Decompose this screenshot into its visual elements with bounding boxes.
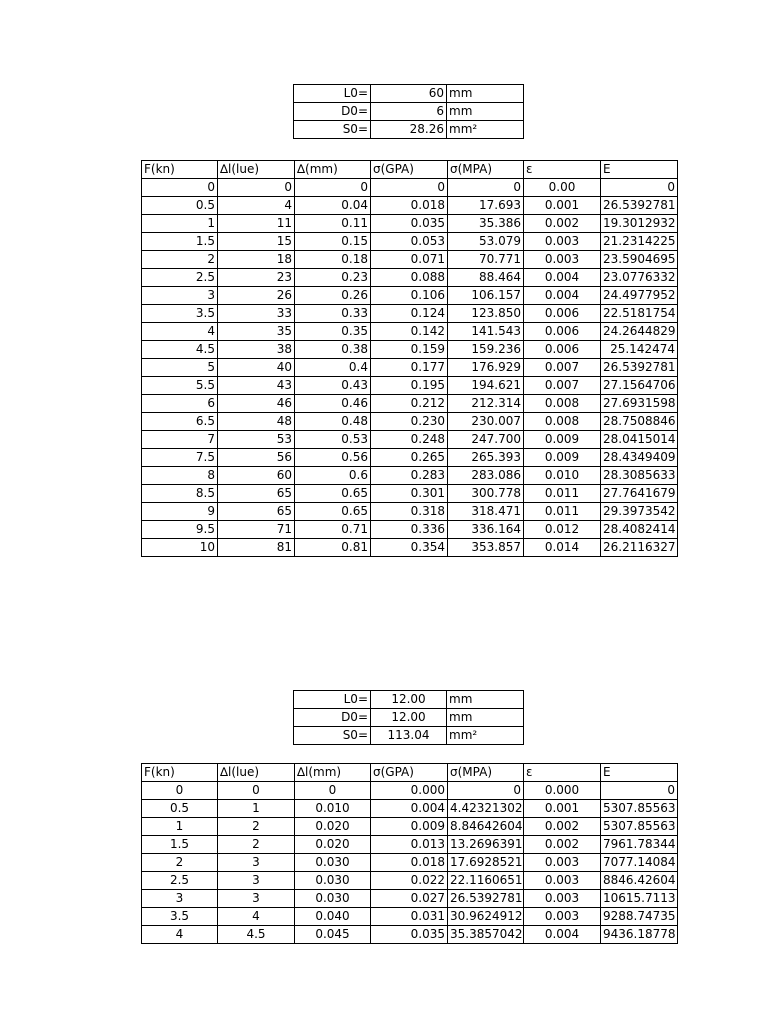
table-cell: 13.2696391 xyxy=(448,836,524,854)
param-label: S0= xyxy=(294,727,371,745)
column-header: σ(MPA) xyxy=(448,764,524,782)
table-cell: 0.002 xyxy=(524,836,601,854)
table-cell: 11 xyxy=(218,215,295,233)
table-cell: 0.009 xyxy=(524,431,601,449)
table-cell: 10 xyxy=(142,539,218,557)
table-cell: 318.471 xyxy=(448,503,524,521)
table-cell: 0.11 xyxy=(295,215,371,233)
param-unit: mm xyxy=(447,691,524,709)
table-cell: 4.5 xyxy=(218,926,295,944)
table-cell: 26 xyxy=(218,287,295,305)
table-cell: 300.778 xyxy=(448,485,524,503)
table-cell: 23 xyxy=(218,269,295,287)
table-cell: 0 xyxy=(601,179,678,197)
table-cell: 0.001 xyxy=(524,197,601,215)
table-cell: 230.007 xyxy=(448,413,524,431)
table-cell: 46 xyxy=(218,395,295,413)
table-cell: 70.771 xyxy=(448,251,524,269)
table-cell: 0 xyxy=(218,782,295,800)
table-cell: 0.030 xyxy=(295,872,371,890)
table-row xyxy=(142,539,678,557)
table-cell: 0.283 xyxy=(371,467,448,485)
param-label: D0= xyxy=(294,709,371,727)
table-cell: 353.857 xyxy=(448,539,524,557)
param-label: D0= xyxy=(294,103,371,121)
table-cell: 30.9624912 xyxy=(448,908,524,926)
table-cell: 0.018 xyxy=(371,197,448,215)
table-cell: 8.5 xyxy=(142,485,218,503)
table-cell: 5307.85563 xyxy=(601,818,678,836)
table-row xyxy=(142,836,678,854)
table-cell: 17.693 xyxy=(448,197,524,215)
table-cell: 0.001 xyxy=(524,800,601,818)
table-cell: 0.301 xyxy=(371,485,448,503)
table-cell: 4 xyxy=(218,197,295,215)
table-cell: 48 xyxy=(218,413,295,431)
param-value: 12.00 xyxy=(371,709,447,727)
header-row xyxy=(142,764,678,782)
table-cell: 0.18 xyxy=(295,251,371,269)
table-cell: 159.236 xyxy=(448,341,524,359)
column-header: F(kn) xyxy=(142,764,218,782)
table-cell: 0.003 xyxy=(524,890,601,908)
params-table-1 xyxy=(293,84,524,139)
param-unit: mm² xyxy=(447,121,524,139)
table-cell: 65 xyxy=(218,485,295,503)
table-cell: 3 xyxy=(218,872,295,890)
table-cell: 0.318 xyxy=(371,503,448,521)
table-cell: 0.006 xyxy=(524,323,601,341)
table-cell: 7077.14084 xyxy=(601,854,678,872)
table-cell: 247.700 xyxy=(448,431,524,449)
table-row xyxy=(142,197,678,215)
table-cell: 0.35 xyxy=(295,323,371,341)
table-cell: 2 xyxy=(218,836,295,854)
table-cell: 27.6931598 xyxy=(601,395,678,413)
table-cell: 0.43 xyxy=(295,377,371,395)
table-row xyxy=(142,926,678,944)
table-row xyxy=(142,359,678,377)
table-cell: 0 xyxy=(295,782,371,800)
table-cell: 0.022 xyxy=(371,872,448,890)
table-cell: 0.81 xyxy=(295,539,371,557)
table-row xyxy=(142,413,678,431)
table-cell: 0.006 xyxy=(524,341,601,359)
data-table-1 xyxy=(141,160,678,557)
table-cell: 0.010 xyxy=(295,800,371,818)
param-label: S0= xyxy=(294,121,371,139)
table-cell: 1 xyxy=(218,800,295,818)
header-row xyxy=(142,161,678,179)
param-value: 12.00 xyxy=(371,691,447,709)
table-cell: 28.4349409 xyxy=(601,449,678,467)
table-cell: 0.007 xyxy=(524,377,601,395)
column-header: ∆l(lue) xyxy=(218,764,295,782)
table-cell: 22.1160651 xyxy=(448,872,524,890)
table-row xyxy=(142,818,678,836)
table-cell: 22.5181754 xyxy=(601,305,678,323)
table-cell: 28.0415014 xyxy=(601,431,678,449)
table-cell: 3.5 xyxy=(142,908,218,926)
table-cell: 0 xyxy=(142,179,218,197)
table-cell: 0.230 xyxy=(371,413,448,431)
table-row xyxy=(142,215,678,233)
table-cell: 3.5 xyxy=(142,305,218,323)
table-row xyxy=(142,521,678,539)
table-cell: 2.5 xyxy=(142,872,218,890)
table-cell: 0.142 xyxy=(371,323,448,341)
table-cell: 0.020 xyxy=(295,818,371,836)
table-cell: 0.195 xyxy=(371,377,448,395)
table-cell: 0.5 xyxy=(142,800,218,818)
table-cell: 0.031 xyxy=(371,908,448,926)
params-table-2 xyxy=(293,690,524,745)
table-cell: 4 xyxy=(142,323,218,341)
table-cell: 3 xyxy=(142,890,218,908)
table-cell: 5.5 xyxy=(142,377,218,395)
table-cell: 0.46 xyxy=(295,395,371,413)
table-cell: 336.164 xyxy=(448,521,524,539)
table-cell: 0.008 xyxy=(524,413,601,431)
table-cell: 9.5 xyxy=(142,521,218,539)
table-cell: 0.004 xyxy=(524,926,601,944)
table-row xyxy=(142,323,678,341)
table-cell: 35 xyxy=(218,323,295,341)
table-cell: 0.00 xyxy=(524,179,601,197)
table-cell: 0 xyxy=(601,782,678,800)
column-header: ε xyxy=(524,161,601,179)
table-cell: 3 xyxy=(142,287,218,305)
table-cell: 0.011 xyxy=(524,485,601,503)
param-value: 6 xyxy=(371,103,447,121)
table-cell: 0.003 xyxy=(524,908,601,926)
table-row xyxy=(142,251,678,269)
table-cell: 0 xyxy=(295,179,371,197)
column-header: E xyxy=(601,161,678,179)
table-cell: 0.071 xyxy=(371,251,448,269)
table-row xyxy=(142,377,678,395)
table-cell: 0.48 xyxy=(295,413,371,431)
table-cell: 123.850 xyxy=(448,305,524,323)
table-cell: 3 xyxy=(218,890,295,908)
table-cell: 0.004 xyxy=(524,269,601,287)
table-cell: 43 xyxy=(218,377,295,395)
table-row xyxy=(142,341,678,359)
table-row xyxy=(142,179,678,197)
table-cell: 0.177 xyxy=(371,359,448,377)
table-cell: 0 xyxy=(218,179,295,197)
table-cell: 283.086 xyxy=(448,467,524,485)
table-cell: 2 xyxy=(142,251,218,269)
table-cell: 0.011 xyxy=(524,503,601,521)
table-cell: 0.027 xyxy=(371,890,448,908)
table-cell: 53 xyxy=(218,431,295,449)
table-row xyxy=(142,503,678,521)
param-row xyxy=(294,121,524,139)
table-cell: 6 xyxy=(142,395,218,413)
table-cell: 0.018 xyxy=(371,854,448,872)
table-cell: 0.23 xyxy=(295,269,371,287)
table-cell: 26.2116327 xyxy=(601,539,678,557)
table-cell: 0.004 xyxy=(524,287,601,305)
column-header: ∆l(lue) xyxy=(218,161,295,179)
table-cell: 3 xyxy=(218,854,295,872)
table-cell: 7961.78344 xyxy=(601,836,678,854)
table-cell: 60 xyxy=(218,467,295,485)
table-cell: 33 xyxy=(218,305,295,323)
table-row xyxy=(142,485,678,503)
table-cell: 24.2644829 xyxy=(601,323,678,341)
table-cell: 23.0776332 xyxy=(601,269,678,287)
table-row xyxy=(142,305,678,323)
table-cell: 0.008 xyxy=(524,395,601,413)
table-cell: 0.009 xyxy=(524,449,601,467)
table-cell: 5 xyxy=(142,359,218,377)
table-cell: 0.33 xyxy=(295,305,371,323)
param-value: 60 xyxy=(371,85,447,103)
table-cell: 265.393 xyxy=(448,449,524,467)
table-cell: 0.020 xyxy=(295,836,371,854)
param-unit: mm xyxy=(447,709,524,727)
table-cell: 0.38 xyxy=(295,341,371,359)
table-cell: 1.5 xyxy=(142,836,218,854)
column-header: F(kn) xyxy=(142,161,218,179)
table-cell: 0.088 xyxy=(371,269,448,287)
table-cell: 28.4082414 xyxy=(601,521,678,539)
table-cell: 0.336 xyxy=(371,521,448,539)
table-cell: 0.71 xyxy=(295,521,371,539)
param-unit: mm xyxy=(447,103,524,121)
table-cell: 0.106 xyxy=(371,287,448,305)
table-row xyxy=(142,431,678,449)
table-cell: 26.5392781 xyxy=(601,359,678,377)
table-cell: 0.5 xyxy=(142,197,218,215)
table-cell: 2 xyxy=(218,818,295,836)
table-cell: 0.004 xyxy=(371,800,448,818)
table-cell: 27.7641679 xyxy=(601,485,678,503)
table-cell: 0.003 xyxy=(524,854,601,872)
table-cell: 0.212 xyxy=(371,395,448,413)
table-cell: 4 xyxy=(142,926,218,944)
table-cell: 26.5392781 xyxy=(448,890,524,908)
table-cell: 0.000 xyxy=(371,782,448,800)
table-cell: 17.6928521 xyxy=(448,854,524,872)
column-header: σ(MPA) xyxy=(448,161,524,179)
table-cell: 7.5 xyxy=(142,449,218,467)
table-cell: 7 xyxy=(142,431,218,449)
table-row xyxy=(142,287,678,305)
table-cell: 4.5 xyxy=(142,341,218,359)
table-cell: 6.5 xyxy=(142,413,218,431)
table-cell: 4 xyxy=(218,908,295,926)
table-row xyxy=(142,800,678,818)
table-cell: 5307.85563 xyxy=(601,800,678,818)
table-cell: 0.354 xyxy=(371,539,448,557)
table-cell: 53.079 xyxy=(448,233,524,251)
table-cell: 0.04 xyxy=(295,197,371,215)
table-cell: 0.65 xyxy=(295,503,371,521)
column-header: ε xyxy=(524,764,601,782)
table-cell: 0 xyxy=(371,179,448,197)
table-cell: 0.010 xyxy=(524,467,601,485)
table-cell: 9 xyxy=(142,503,218,521)
table-cell: 0.124 xyxy=(371,305,448,323)
table-cell: 0.035 xyxy=(371,215,448,233)
table-cell: 8.84642604 xyxy=(448,818,524,836)
table-cell: 0.009 xyxy=(371,818,448,836)
table-cell: 0.003 xyxy=(524,233,601,251)
table-row xyxy=(142,782,678,800)
table-cell: 27.1564706 xyxy=(601,377,678,395)
column-header: σ(GPA) xyxy=(371,161,448,179)
table-cell: 0 xyxy=(448,782,524,800)
table-cell: 21.2314225 xyxy=(601,233,678,251)
data-table-2 xyxy=(141,763,678,944)
table-cell: 0 xyxy=(448,179,524,197)
table-cell: 0.006 xyxy=(524,305,601,323)
table-cell: 0.248 xyxy=(371,431,448,449)
table-cell: 9436.18778 xyxy=(601,926,678,944)
table-cell: 38 xyxy=(218,341,295,359)
table-cell: 194.621 xyxy=(448,377,524,395)
table-cell: 0.007 xyxy=(524,359,601,377)
param-row xyxy=(294,709,524,727)
column-header: E xyxy=(601,764,678,782)
table-cell: 4.42321302 xyxy=(448,800,524,818)
table-cell: 88.464 xyxy=(448,269,524,287)
table-row xyxy=(142,395,678,413)
table-cell: 8 xyxy=(142,467,218,485)
table-cell: 56 xyxy=(218,449,295,467)
table-row xyxy=(142,854,678,872)
table-cell: 40 xyxy=(218,359,295,377)
table-cell: 0.045 xyxy=(295,926,371,944)
table-cell: 0 xyxy=(142,782,218,800)
param-row xyxy=(294,727,524,745)
param-unit: mm xyxy=(447,85,524,103)
table-cell: 0.56 xyxy=(295,449,371,467)
table-cell: 0.014 xyxy=(524,539,601,557)
table-cell: 106.157 xyxy=(448,287,524,305)
table-cell: 9288.74735 xyxy=(601,908,678,926)
param-label: L0= xyxy=(294,85,371,103)
table-cell: 0.030 xyxy=(295,890,371,908)
table-cell: 0.26 xyxy=(295,287,371,305)
table-cell: 0.035 xyxy=(371,926,448,944)
table-cell: 0.002 xyxy=(524,818,601,836)
table-cell: 81 xyxy=(218,539,295,557)
param-label: L0= xyxy=(294,691,371,709)
column-header: σ(GPA) xyxy=(371,764,448,782)
table-cell: 2.5 xyxy=(142,269,218,287)
column-header: ∆(mm) xyxy=(295,161,371,179)
table-cell: 0.000 xyxy=(524,782,601,800)
param-unit: mm² xyxy=(447,727,524,745)
table-cell: 28.3085633 xyxy=(601,467,678,485)
param-row xyxy=(294,103,524,121)
table-cell: 176.929 xyxy=(448,359,524,377)
table-cell: 26.5392781 xyxy=(601,197,678,215)
table-cell: 35.386 xyxy=(448,215,524,233)
table-cell: 0.012 xyxy=(524,521,601,539)
column-header: ∆l(mm) xyxy=(295,764,371,782)
table-cell: 10615.7113 xyxy=(601,890,678,908)
table-cell: 0.040 xyxy=(295,908,371,926)
table-cell: 29.3973542 xyxy=(601,503,678,521)
table-cell: 141.543 xyxy=(448,323,524,341)
table-cell: 0.159 xyxy=(371,341,448,359)
param-value: 113.04 xyxy=(371,727,447,745)
table-cell: 71 xyxy=(218,521,295,539)
table-cell: 24.4977952 xyxy=(601,287,678,305)
table-cell: 65 xyxy=(218,503,295,521)
table-cell: 2 xyxy=(142,854,218,872)
table-cell: 0.4 xyxy=(295,359,371,377)
table-cell: 0.053 xyxy=(371,233,448,251)
table-cell: 35.3857042 xyxy=(448,926,524,944)
table-row xyxy=(142,233,678,251)
table-cell: 15 xyxy=(218,233,295,251)
table-cell: 0.65 xyxy=(295,485,371,503)
table-cell: 0.013 xyxy=(371,836,448,854)
table-cell: 0.003 xyxy=(524,872,601,890)
table-cell: 0.030 xyxy=(295,854,371,872)
table-row xyxy=(142,908,678,926)
table-cell: 0.003 xyxy=(524,251,601,269)
table-row xyxy=(142,890,678,908)
table-cell: 1.5 xyxy=(142,233,218,251)
table-row xyxy=(142,449,678,467)
table-cell: 0.002 xyxy=(524,215,601,233)
table-cell: 0.53 xyxy=(295,431,371,449)
table-cell: 28.7508846 xyxy=(601,413,678,431)
table-cell: 1 xyxy=(142,818,218,836)
table-cell: 212.314 xyxy=(448,395,524,413)
table-row xyxy=(142,467,678,485)
table-row xyxy=(142,269,678,287)
table-row xyxy=(142,872,678,890)
table-cell: 0.6 xyxy=(295,467,371,485)
table-cell: 8846.42604 xyxy=(601,872,678,890)
param-value: 28.26 xyxy=(371,121,447,139)
table-cell: 25.142474 xyxy=(601,341,678,359)
table-cell: 0.15 xyxy=(295,233,371,251)
table-cell: 18 xyxy=(218,251,295,269)
table-cell: 0.265 xyxy=(371,449,448,467)
param-row xyxy=(294,85,524,103)
table-cell: 1 xyxy=(142,215,218,233)
table-cell: 23.5904695 xyxy=(601,251,678,269)
param-row xyxy=(294,691,524,709)
table-cell: 19.3012932 xyxy=(601,215,678,233)
